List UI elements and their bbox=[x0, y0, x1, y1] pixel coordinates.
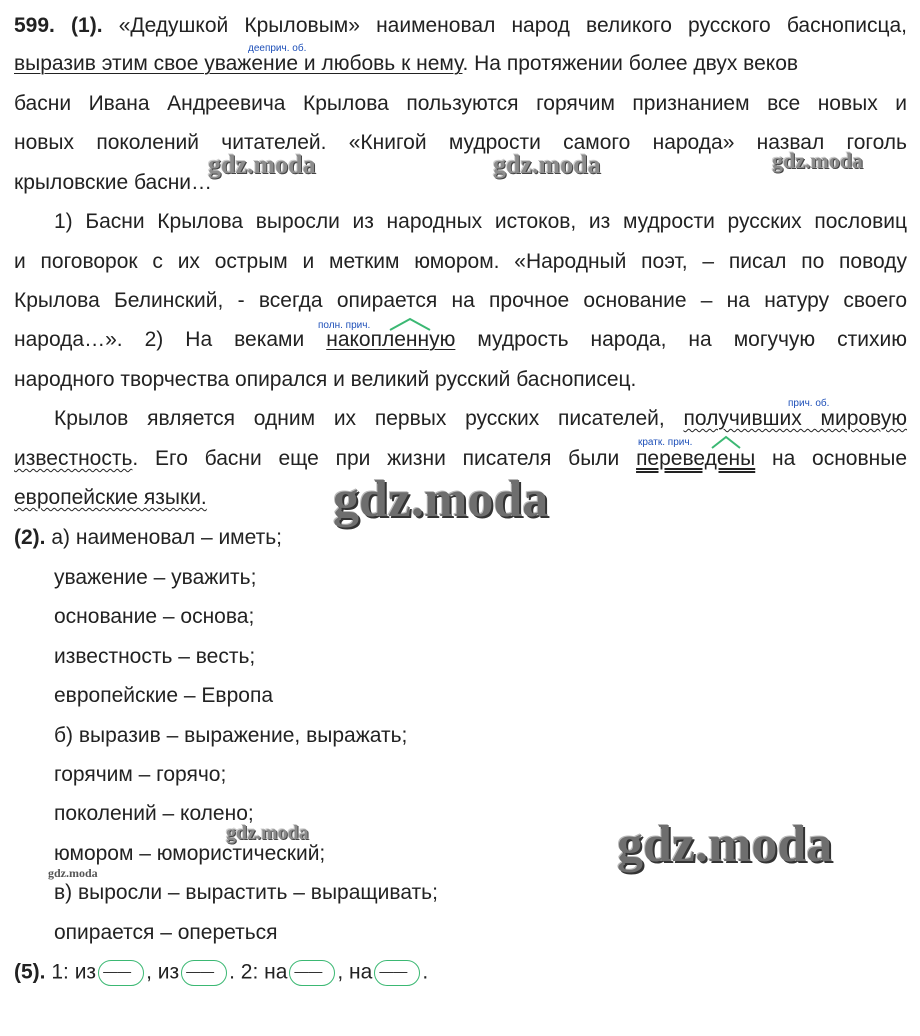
list-item: горячим – горячо; bbox=[54, 763, 227, 786]
text-line bbox=[14, 486, 207, 510]
list-item: в) выросли – вырастить – выращивать; bbox=[54, 881, 438, 904]
zero-ending-icon bbox=[181, 960, 227, 986]
text-line: крыловские басни… bbox=[14, 171, 213, 194]
list-item: юмором – юмористический; bbox=[54, 842, 326, 865]
text-line: Крылова Белинский, - всегда опирается на прочное основание – на натуру своего bbox=[14, 289, 907, 312]
underlined-phrase: выразив этим свое уважение и любовь к нему bbox=[14, 52, 463, 75]
text-segment: , из bbox=[146, 960, 180, 984]
watermark: gdz.moda bbox=[226, 822, 309, 844]
list-item: а) наименовал – иметь; bbox=[51, 526, 282, 549]
text-segment: мудрость народа, на могучую стихию bbox=[477, 328, 907, 351]
text-segment: . На протяжении более двух веков bbox=[462, 52, 799, 75]
watermark: gdz.moda bbox=[772, 148, 864, 173]
wavy-word: известность bbox=[14, 447, 133, 470]
text-segment: , на bbox=[337, 960, 373, 984]
list-item: европейские – Европа bbox=[54, 684, 273, 707]
text-line: и поговорок с их острым и метким юмором. «Народный поэт, – писал по поводу bbox=[14, 250, 907, 273]
list-item: поколений – колено; bbox=[54, 802, 254, 825]
zero-ending-icon bbox=[289, 960, 335, 986]
list-item: уважение – уважить; bbox=[54, 566, 257, 589]
text-line bbox=[14, 14, 907, 38]
zero-ending-icon bbox=[98, 960, 144, 986]
text-segment: . 2: на bbox=[229, 960, 288, 984]
wavy-phrase: европейские языки. bbox=[14, 486, 207, 509]
list-item: основание – основа; bbox=[54, 605, 255, 628]
part-label: (5). bbox=[14, 960, 46, 984]
label-poln-prich: полн. прич. bbox=[318, 320, 371, 331]
text-segment: Крылов является одним их первых русских писателей, bbox=[54, 407, 665, 430]
list-item: известность – весть; bbox=[54, 645, 256, 668]
wavy-phrase: получивших мировую bbox=[683, 407, 908, 430]
text-line: 1) Басни Крылова выросли из народных истоков, из мудрости русских пословиц bbox=[54, 210, 907, 233]
part-label: (1). bbox=[71, 14, 103, 37]
label-prich-ob: прич. об. bbox=[788, 398, 830, 409]
text-line bbox=[54, 407, 907, 431]
watermark: gdz.moda bbox=[493, 150, 601, 179]
label-kratk-prich: кратк. прич. bbox=[638, 437, 693, 448]
text-line: новых поколений читателей. «Книгой мудрости самого народа» назвал гоголь bbox=[14, 131, 907, 154]
watermark: gdz.moda bbox=[48, 866, 98, 880]
watermark: gdz.moda bbox=[333, 471, 549, 528]
text-line bbox=[14, 328, 907, 352]
text-segment: народа…». 2) На веками bbox=[14, 328, 305, 351]
text-line bbox=[14, 52, 907, 76]
text-segment: на основные bbox=[772, 447, 908, 470]
zero-ending-icon bbox=[374, 960, 420, 986]
text-line bbox=[14, 526, 282, 550]
watermark: gdz.moda bbox=[617, 816, 833, 873]
list-item: б) выразив – выражение, выражать; bbox=[54, 724, 408, 747]
text-segment: . bbox=[422, 960, 429, 984]
text-segment: «Дедушкой Крыловым» наименовал народ великого русского баснописца, bbox=[118, 14, 908, 37]
text-segment: 1: из bbox=[51, 960, 97, 984]
list-item: опирается – опереться bbox=[54, 921, 278, 944]
text-line bbox=[14, 447, 907, 471]
part-label: (2). bbox=[14, 526, 46, 549]
exercise-number: 599. bbox=[14, 14, 55, 37]
label-deeprich: дееприч. об. bbox=[248, 43, 307, 54]
text-segment: . Его басни еще при жизни писателя были bbox=[132, 447, 620, 470]
underlined-word: накопленную bbox=[326, 328, 456, 351]
double-underlined-word: переведены bbox=[636, 447, 756, 470]
text-line bbox=[14, 960, 428, 986]
text-line: народного творчества опирался и великий русский баснописец. bbox=[14, 368, 637, 391]
watermark: gdz.moda bbox=[208, 150, 316, 179]
text-line: басни Ивана Андреевича Крылова пользуются горячим признанием все новых и bbox=[14, 92, 907, 115]
